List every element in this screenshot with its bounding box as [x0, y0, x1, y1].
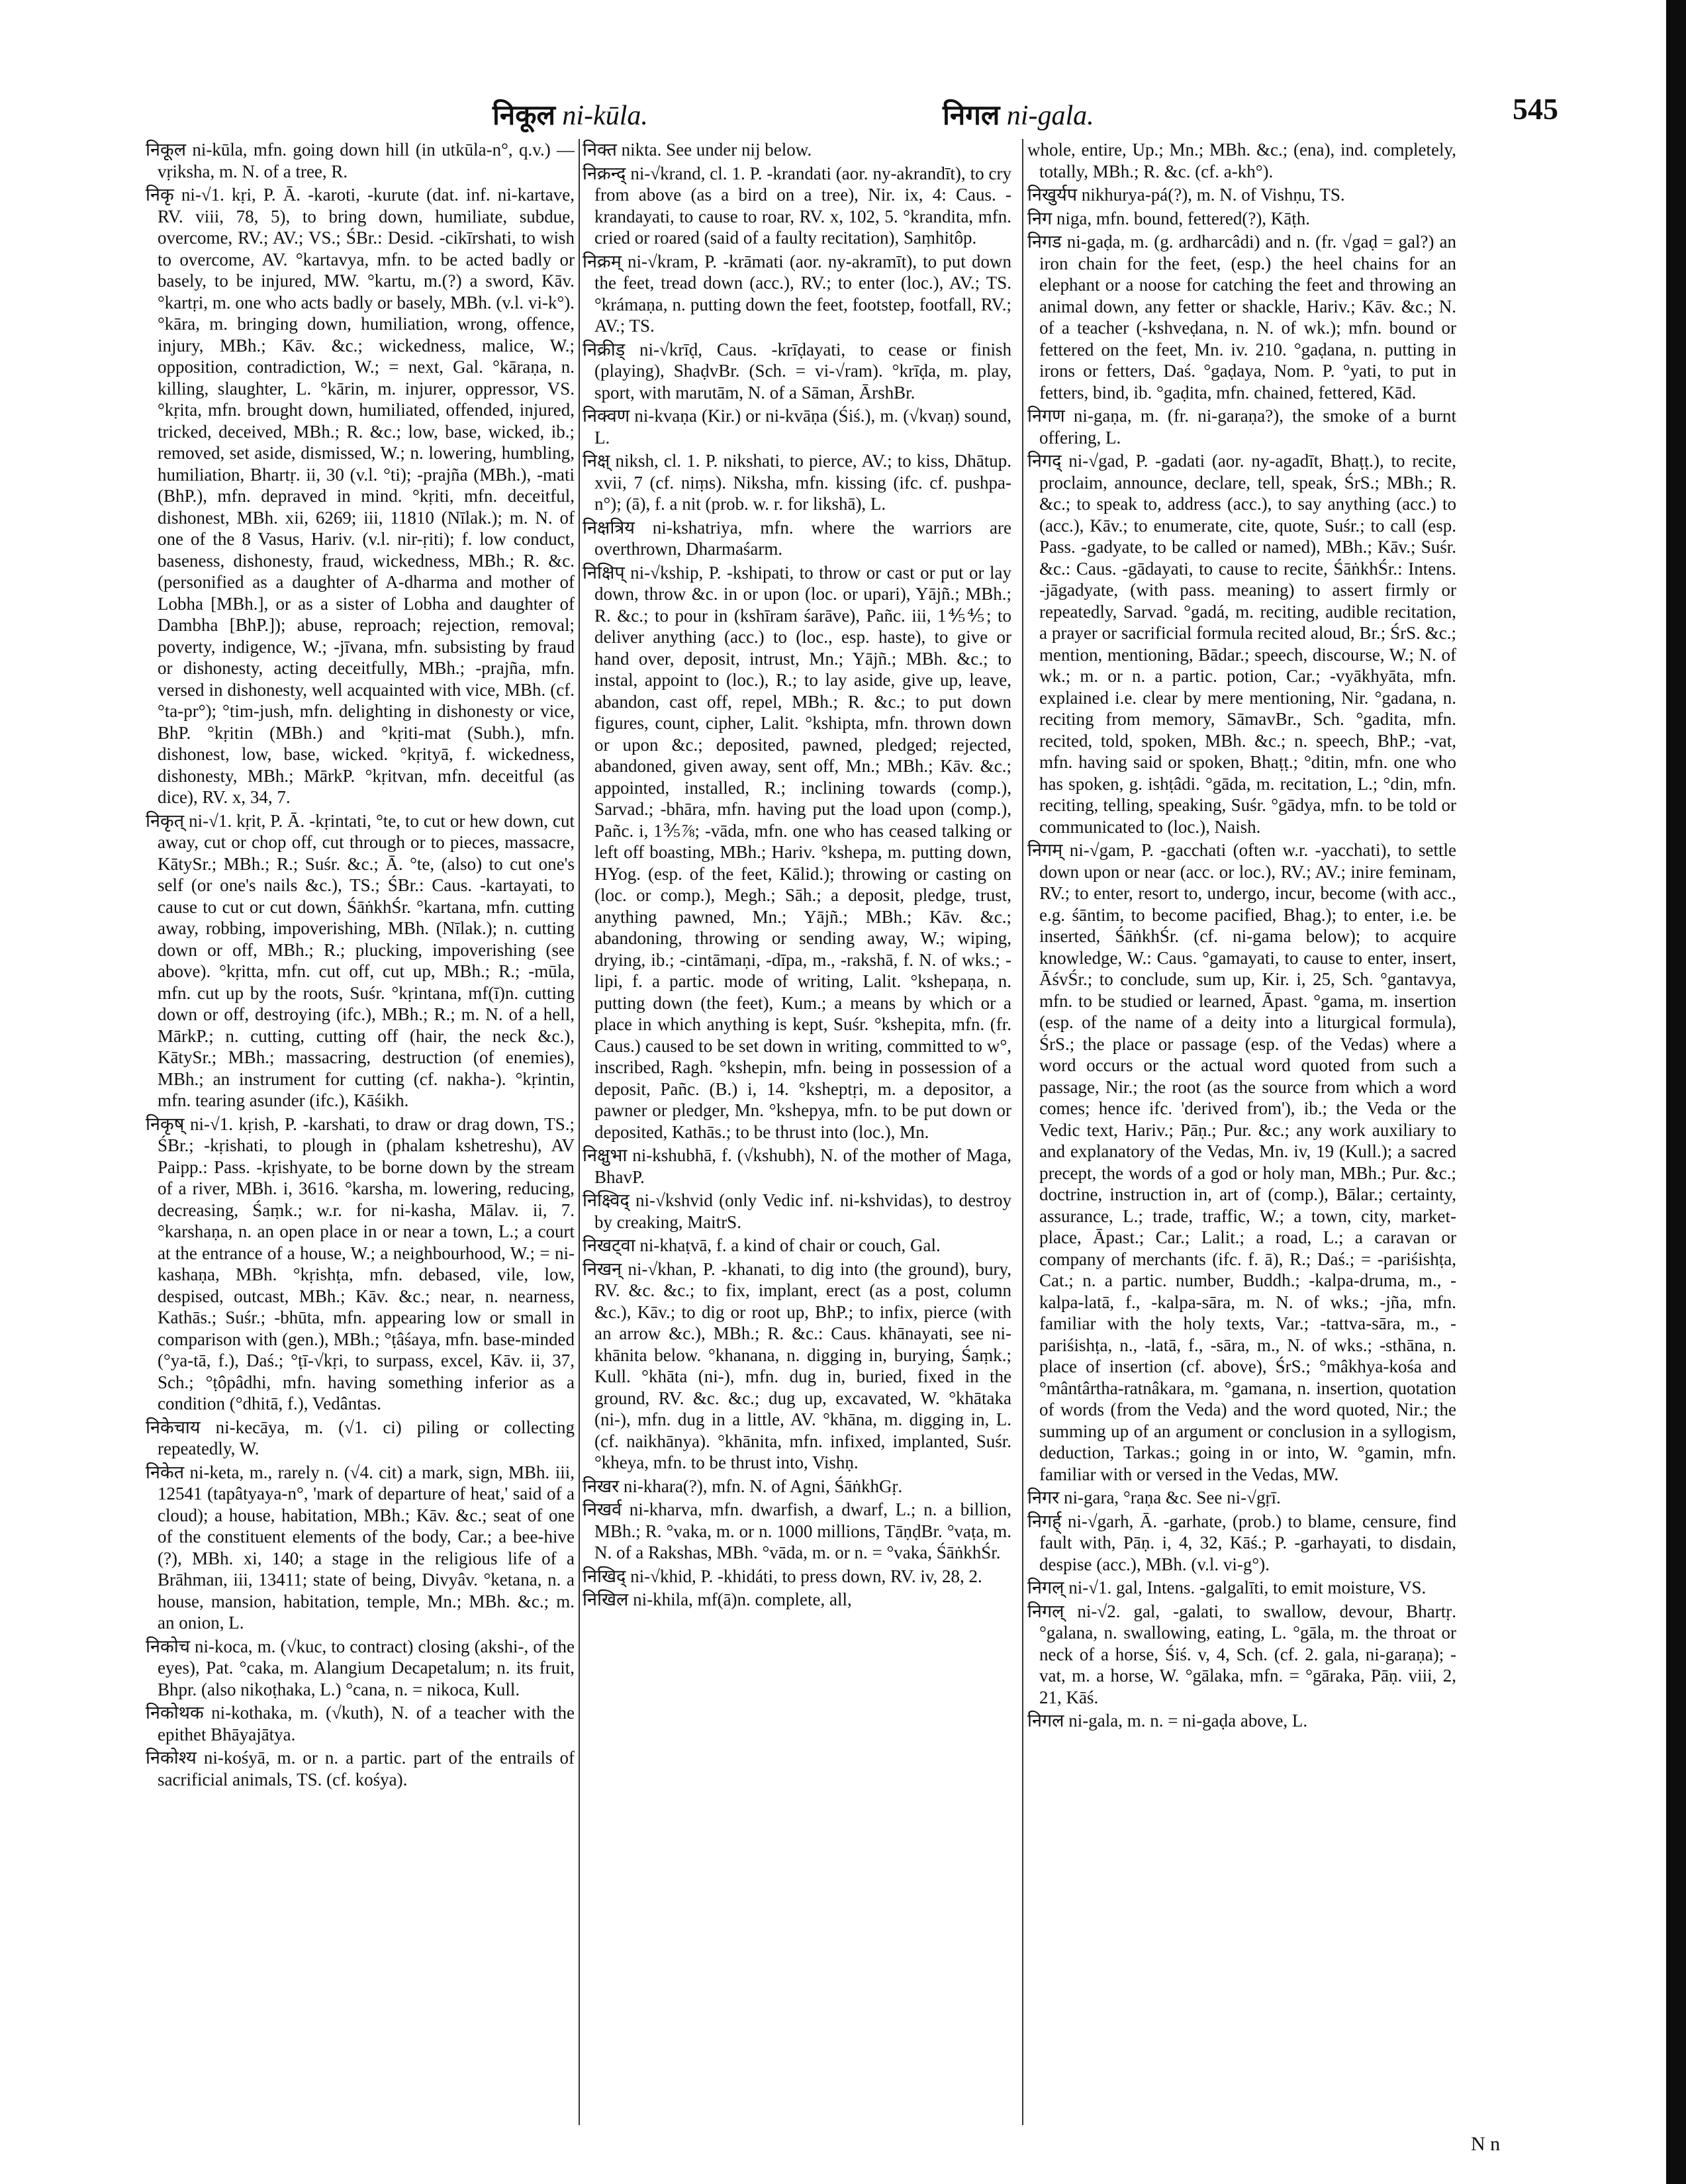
dictionary-entry: निखिद् ni-√khid, P. -khidáti, to press down, RV. iv, 28, 2.: [583, 1566, 982, 1586]
page-header: [135, 87, 1558, 140]
dictionary-entry: निखट्वा ni-khaṭvā, f. a kind of chair or couch, Gal.: [583, 1235, 941, 1255]
right-running-head-roman: ni-gala.: [1006, 101, 1094, 131]
right-running-head: [943, 95, 1094, 133]
dictionary-entry: निकूल ni-kūla, mfn. going down hill (in utkūla-n°, q.v.) — vṛiksha, m. N. of a tree, R.: [146, 140, 575, 181]
right-running-head-devanagari: निगल: [943, 99, 1000, 131]
dictionary-entry: निक्वण ni-kvaṇa (Kir.) or ni-kvāṇa (Śiś.), m. (√kvaṇ) sound, L.: [583, 406, 1011, 448]
column-1: [146, 139, 575, 2138]
dictionary-entry: निकोथक ni-kothaka, m. (√kuth), N. of a teacher with the epithet Bhāyajātya.: [146, 1703, 575, 1744]
text-columns: [0, 139, 1668, 2138]
dictionary-entry: निकेचाय ni-kecāya, m. (√1. ci) piling or collecting repeatedly, W.: [146, 1417, 575, 1458]
dictionary-entry: निकोश्य ni-kośyā, m. or n. a partic. part of the entrails of sacrificial animals, TS. (cf. kośya).: [146, 1748, 575, 1789]
dictionary-entry: निकृष् ni-√1. kṛish, P. -karshati, to draw or drag down, TS.; ŚBr.; -kṛishati, to plough in (phalam kshetreshu), AV Paipp.: Pass. -kṛishyate, to be borne down by the stream of a river, MBh. i, 3616. °karsha, m. lowering, reducing, decreasing, Śaṃk.; w.r. for ni-kasha, Mālav. ii, 7. °karshaṇa, n. an open place in or near a town, L.; a court at the entrance of a house, W.; a neighbourhood, W.; = ni-kashaṇa, MBh. °kṛishṭa, mfn. debased, vile, low, despised, outcast, MBh.; Kāv. &c.; near, n. nearness, Kathās.; Suśr.; -bhūta, mfn. appearing low or small in comparison with (gen.), MBh.; °ṭâśaya, mfn. base-minded (°ya-tā, f.), Daś.; °ṭī-√kṛi, to surpass, excel, Kāv. ii, 37, Sch.; °ṭôpâdhi, mfn. having something inferior as a condition (°dhitā, f.), Vedântas.: [146, 1114, 575, 1413]
column-3: [1027, 139, 1456, 2138]
dictionary-entry: निगल् ni-√1. gal, Intens. -galgalīti, to emit moisture, VS.: [1027, 1578, 1427, 1597]
dictionary-entry: निक्रम् ni-√kram, P. -krāmati (aor. ny-akramīt), to put down the feet, tread down (acc.), RV.; to enter (loc.), AV.; TS. °krámaṇa, n. putting down the feet, footstep, footfall, RV.; AV.; TS.: [583, 251, 1011, 336]
dictionary-entry: निकेत ni-keta, m., rarely n. (√4. cit) a mark, sign, MBh. iii, 12541 (tapâtyaya-n°, 'mark of departure of heat,' said of a cloud); a house, habitation, MBh.; Kāv. &c.; seat of one of the constituent elements of the body, Car.; a bee-hive (?), MBh. xi, 140; a stage in the religious life of a Brāhman, iii, 13411; state of being, Divyâv. °ketana, n. a house, mansion, habitation, temple, Mn.; MBh. &c.; m. an onion, L.: [146, 1462, 575, 1633]
dictionary-entry: निखर्व ni-kharva, mfn. dwarfish, a dwarf, L.; n. a billion, MBh.; R. °vaka, m. or n. 1000 millions, TāṇḍBr. °vaṭa, m. N. of a Rakshas, MBh. °vāda, m. or n. = °vaka, ŚāṅkhŚr.: [583, 1499, 1011, 1562]
left-running-head: [492, 95, 648, 133]
left-running-head-devanagari: निकूल: [492, 99, 555, 131]
dictionary-entry: निग niga, mfn. bound, fettered(?), Kāṭh.: [1027, 208, 1311, 228]
dictionary-entry: whole, entire, Up.; Mn.; MBh. &c.; (ena), ind. completely, totally, MBh.; R. &c. (cf. a-kh°).: [1027, 140, 1456, 181]
dictionary-entry: निगल् ni-√2. gal, -galati, to swallow, devour, Bhartṛ. °galana, n. swallowing, eating, L. °gāla, m. the throat or neck of a horse, Śiś. v, 4, Sch. (cf. 2. gala, ni-garaṇa); -vat, m. a horse, W. °gālaka, mfn. = °gāraka, Pāṇ. viii, 2, 21, Kāś.: [1027, 1601, 1456, 1707]
signature-mark: N n: [1471, 2133, 1501, 2155]
page-number: 545: [1513, 92, 1558, 126]
column-2: [583, 139, 1011, 2138]
dictionary-entry: निकृत् ni-√1. kṛit, P. Ā. -kṛintati, °te, to cut or hew down, cut away, cut or chop off, cut through or to pieces, massacre, KātySr.; MBh.; R.; Suśr. &c.; Ā. °te, (also) to cut one's self (or one's nails &c.), TS.; ŚBr.: Caus. -kartayati, to cause to cut or cut down, ŚāṅkhŚr. °kartana, mfn. cutting away, robbing, impoverishing, MBh. (Nīlak.); n. cutting down or off, MBh.; R.; plucking, impoverishing (see above). °kṛitta, mfn. cut off, cut up, MBh.; R.; -mūla, mfn. cut up by the roots, Suśr. °kṛintana, mf(ī)n. cutting down or off, destroying (ifc.), MBh.; R.; m. N. of a hell, MārkP.; n. cutting, cutting off (hair, the neck &c.), KātySr.; MBh.; massacring, destruction (of enemies), MBh.; an instrument for cutting (cf. nakha-). °kṛintin, mfn. tearing asunder (ifc.), Kāśikh.: [146, 810, 575, 1110]
dictionary-entry: निगर ni-gara, °raṇa &c. See ni-√gṛī.: [1027, 1488, 1281, 1507]
dictionary-entry: निक्रन्द् ni-√krand, cl. 1. P. -krandati (aor. ny-akrandīt), to cry from above (as a bird on a tree), Nir. ix, 4: Caus. -krandayati, to cause to roar, RV. x, 102, 5. °krandita, mfn. cried or roared (said of a faulty recitation), Saṃhitôp.: [583, 163, 1011, 248]
dictionary-entry: निगर्ह् ni-√garh, Ā. -garhate, (prob.) to blame, censure, find fault with, Pāṇ. i, 4, 32, Kāś.; P. -garhayati, to disdain, despise (acc.), MBh. (v.l. vi-g°).: [1027, 1511, 1456, 1574]
dictionary-entry: निगद् ni-√gad, P. -gadati (aor. ny-agadīt, Bhaṭṭ.), to recite, proclaim, announce, declare, tell, speak, ŚrS.; MBh.; R. &c.; to speak to, address (acc.), to say anything (acc.) to (acc.), Kāv.; to enumerate, cite, quote, Suśr.; to call (esp. Pass. -gadyate, to be called or named), MBh.; Kāv.; Suśr. &c.: Caus. -gādayati, to cause to recite, ŚāṅkhŚr.: Intens. -jāgadyate, (with pass. meaning) to assert firmly or repeatedly, Sarvad. °gadá, m. reciting, audible recitation, a prayer or sacrificial formula recited aloud, Br.; ŚrS. &c.; mention, mentioning, Bādar.; speech, discourse, W.; N. of wk.; m. or n. a partic. potion, Car.; -vyākhyāta, mfn. explained i.e. clear by mere mentioning, Nir. °gadana, n. reciting from memory, SāmavBr., Sch. °gadita, mfn. recited, told, spoken, MBh. &c.; n. speech, BhP.; -vat, mfn. having said or spoken, Bhaṭṭ.; °ditin, mfn. one who has spoken, g. ishṭâdi. °gāda, m. recitation, L.; °din, mfn. reciting, telling, speaking, Suśr. °gādya, mfn. to be told or communicated to (loc.), Naish.: [1027, 451, 1456, 837]
dictionary-entry: निखुर्यप nikhurya-pá(?), m. N. of Vishṇu, TS.: [1027, 185, 1345, 205]
dictionary-entry: निगण ni-gaṇa, m. (fr. ni-garaṇa?), the smoke of a burnt offering, L.: [1027, 406, 1456, 448]
left-running-head-roman: ni-kūla.: [562, 101, 648, 131]
dictionary-entry: निक्ष् niksh, cl. 1. P. nikshati, to pierce, AV.; to kiss, Dhātup. xvii, 7 (cf. niṃs). Niksha, mfn. kissing (ifc. cf. pushpa-n°); (ā), f. a nit (prob. w. r. for likshā), L.: [583, 451, 1011, 514]
dictionary-entry: निक्षुभा ni-kshubhā, f. (√kshubh), N. of the mother of Maga, BhavP.: [583, 1145, 1011, 1187]
scan-edge-shadow: [1666, 0, 1686, 2184]
dictionary-entry: निक्रीड् ni-√krīḍ, Caus. -krīḍayati, to cease or finish (playing), ShaḍvBr. (Sch. = vi-√ram). °krīḍa, m. play, sport, with marutām, N. of a Sāman, ĀrshBr.: [583, 339, 1011, 403]
dictionary-entry: निखर ni-khara(?), mfn. N. of Agni, ŚāṅkhGṛ.: [583, 1476, 903, 1496]
dictionary-entry: निक्षत्रिय ni-kshatriya, mfn. where the warriors are overthrown, Dharmaśarm.: [583, 517, 1011, 559]
dictionary-entry: निक्ष्विद् ni-√kshvid (only Vedic inf. ni-kshvidas), to destroy by creaking, MaitrS.: [583, 1190, 1011, 1232]
dictionary-entry: निगड ni-gaḍa, m. (g. ardharcâdi) and n. (fr. √gaḍ = gal?) an iron chain for the feet, (esp.) the heel chains for an elephant or a noose for catching the feet and throwing an animal down, any fetter or shackle, Hariv.; Kāv. &c.; N. of a teacher (-kshveḍana, n. N. of wk.); mfn. bound or fettered on the feet, Mn. iv. 210. °gaḍana, n. putting in irons or fetters, Daś. °gaḍaya, Nom. P. °yati, to put in fetters, bind, ib. °gaḍita, mfn. chained, fettered, Kād.: [1027, 232, 1456, 403]
dictionary-entry: निखिल ni-khila, mf(ā)n. complete, all,: [583, 1590, 852, 1609]
dictionary-entry: निगल ni-gala, m. n. = ni-gaḍa above, L.: [1027, 1711, 1308, 1731]
dictionary-entry: निगम् ni-√gam, P. -gacchati (often w.r. -yacchati), to settle down upon or near (acc. or loc.), RV.; AV.; inire feminam, RV.; to enter, resort to, undergo, incur, become (with acc., e.g. śāntim, to become pacified, Bhag.); to enter, i.e. be inserted, ŚāṅkhŚr. (cf. ni-gama below); to acquire knowledge, W.: Caus. °gamayati, to cause to enter, insert, ĀśvŚr.; to conclude, sum up, Kir. i, 25, Sch. °gantavya, mfn. to be studied or learned, Āpast. °gama, m. insertion (esp. of the name of a deity into a liturgical formula), ŚrS.; the place or passage (esp. of the Vedas) where a word occurs or the actual word quoted from such a passage, Nir.; the root (as the source from which a word comes; hence ifc. 'derived from'), ib.; the Veda or the Vedic text, Hariv.; Pāṇ.; Pur. &c.; any work auxiliary to and explanatory of the Vedas, Mn. iv, 19 (Kull.); a sacred precept, the words of a god or holy man, MBh.; Pur. &c.; doctrine, instruction in, art of (comp.), Bālar.; certainty, assurance, L.; trade, traffic, W.; a town, city, market-place, Āpast.; Car.; Lalit.; a road, L.; a caravan or company of merchants (ifc. f. ā), R.; Daś.; = -pariśishṭa, Cat.; n. a partic. number, Buddh.; -kalpa-druma, m., -kalpa-latā, f., -kalpa-sāra, m. N. of wks.; -jña, mfn. familiar with the holy texts, Var.; -tattva-sāra, m., -pariśishṭa, n., -latā, f., -sāra, m., N. of wks.; -sthāna, n. place of insertion (cf. above), ŚrS.; °mâkhya-kośa and °mântârtha-ratnâkara, m. °gamana, n. insertion, quotation of words (from the Veda) and the word quoted, Nir.; the summing up of an argument or conclusion in a syllogism, deduction, Tarkas.; going in or into, W. °gamin, mfn. familiar with or versed in the Vedas, MW.: [1027, 840, 1456, 1484]
dictionary-entry: निखन् ni-√khan, P. -khanati, to dig into (the ground), bury, RV. &c. &c.; to fix, implant, erect (as a post, column &c.), Kāv.; to dig or root up, BhP.; to infix, pierce (with an arrow &c.), MBh.; R. &c.: Caus. khānayati, see ni-khānita below. °khanana, n. digging in, burying, Śaṃk.; Kull. °khāta (ni-), mfn. dug in, buried, fixed in the ground, RV. &c. &c.; dug up, excavated, W. °khātaka (ni-), mfn. dug in a little, AV. °khāna, m. digging in, L. (cf. naikhānya). °khānita, mfn. infixed, implanted, Suśr. °kheya, mfn. to be thrust into, Vishṇ.: [583, 1258, 1011, 1472]
dictionary-entry: निकृ ni-√1. kṛi, P. Ā. -karoti, -kurute (dat. inf. ni-kartave, RV. viii, 78, 5), to bring down, humiliate, subdue, overcome, RV.; AV.; VS.; ŚBr.: Desid. -cikīrshati, to wish to overcome, AV. °kartavya, mfn. to be acted badly or basely, to be injured, MW. °kartu, m.(?) a sword, Kāv. °kartṛi, m. one who acts badly or basely, MBh. (v.l. vi-k°). °kāra, m. bringing down, humiliation, wrong, offence, injury, MBh.; Kāv. &c.; wickedness, malice, W.; opposition, contradiction, W.; = next, Gal. °kāraṇa, n. killing, slaughter, L. °kārin, m. injurer, oppressor, VS. °kṛita, mfn. brought down, humiliated, offended, injured, tricked, deceived, MBh.; R. &c.; low, base, wicked, ib.; removed, set aside, dismissed, W.; n. lowering, humbling, humiliation, Bhartṛ. ii, 30 (v.l. °ti); -prajña (MBh.), -mati (BhP.), mfn. depraved in mind. °kṛiti, mfn. deceitful, dishonest, MBh. xii, 6269; iii, 11810 (Nīlak.); m. N. of one of the 8 Vasus, Hariv. (v.l. nir-ṛiti); f. low conduct, baseness, dishonesty, fraud, wickedness, MBh.; R. &c. (personified as a daughter of A-dharma and mother of Lobha [MBh.], or as a sister of Lobha and daughter of Dambha [BhP.]); abuse, reproach; rejection, removal; poverty, indigence, W.; -jīvana, mfn. subsisting by fraud or dishonesty, acting deceitfully, MBh.; -prajña, mfn. versed in dishonesty, well acquainted with vice, MBh. (cf. °ta-pr°); °tim-jush, mfn. delighting in dishonesty or vice, BhP. °kṛitin (MBh.) and °kṛiti-mat (Subh.), mfn. dishonest, low, base, wicked. °kṛityā, f. wickedness, dishonesty, MBh.; MārkP. °kṛitvan, mfn. deceitful (as dice), RV. x, 34, 7.: [146, 185, 575, 807]
dictionary-entry: निक्त nikta. See under nij below.: [583, 140, 812, 160]
dictionary-entry: निकोच ni-koca, m. (√kuc, to contract) closing (akshi-, of the eyes), Pat. °caka, m. Alangium Decapetalum; n. its fruit, Bhpr. (also nikoṭhaka, L.) °cana, n. = nikoca, Kull.: [146, 1636, 575, 1699]
dictionary-entry: निक्षिप् ni-√kship, P. -kshipati, to throw or cast or put or lay down, throw &c. in or upon (loc. or upari), Yājñ.; MBh.; R. &c.; to pour in (kshīram śarāve), Pañc. iii, 1⅘⅘; to deliver anything (acc.) to (loc., esp. haste), to give or hand over, deposit, intrust, Mn.; Yājñ.; MBh. &c.; to instal, appoint to (loc.), R.; to lay aside, give up, leave, abandon, cast off, repel, MBh.; R. &c.; to put down figures, count, cipher, Lalit. °kshipta, mfn. thrown down or upon &c.; deposited, pawned, pledged; rejected, abandoned, given away, sent off, Mn.; MBh.; Kāv. &c.; appointed, installed, R.; inclining towards (comp.), Sarvad.; -bhāra, mfn. having put the load upon (comp.), Pañc. i, 1⅗⅞; -vāda, mfn. one who has ceased talking or left off boasting, MBh.; Hariv. °kshepa, m. putting down, HYog. (esp. of the feet, Kālid.); throwing or casting on (loc. or comp.), Megh.; Sāh.; a deposit, pledge, trust, anything pawned, Mn.; Yājñ.; MBh.; Kāv. &c.; abandoning, throwing or sending away, W.; wiping, drying, ib.; -cintāmaṇi, -dīpa, m., -rakshā, f. N. of wks.; -lipi, f. a partic. mode of writing, Lalit. °kshepaṇa, n. putting down (the feet), Kum.; a means by which or a place in which anything is kept, Suśr. °kshepita, mfn. (fr. Caus.) caused to be set down in writing, committed to w°, inscribed, Ragh. °kshepin, mfn. being in possession of a deposit, Pañc. (B.) i, 14. °ksheptṛi, m. a depositor, a pawner or pledger, Mn. °kshepya, mfn. to be put down or deposited, Kathās.; to be thrust into (loc.), Mn.: [583, 562, 1011, 1142]
